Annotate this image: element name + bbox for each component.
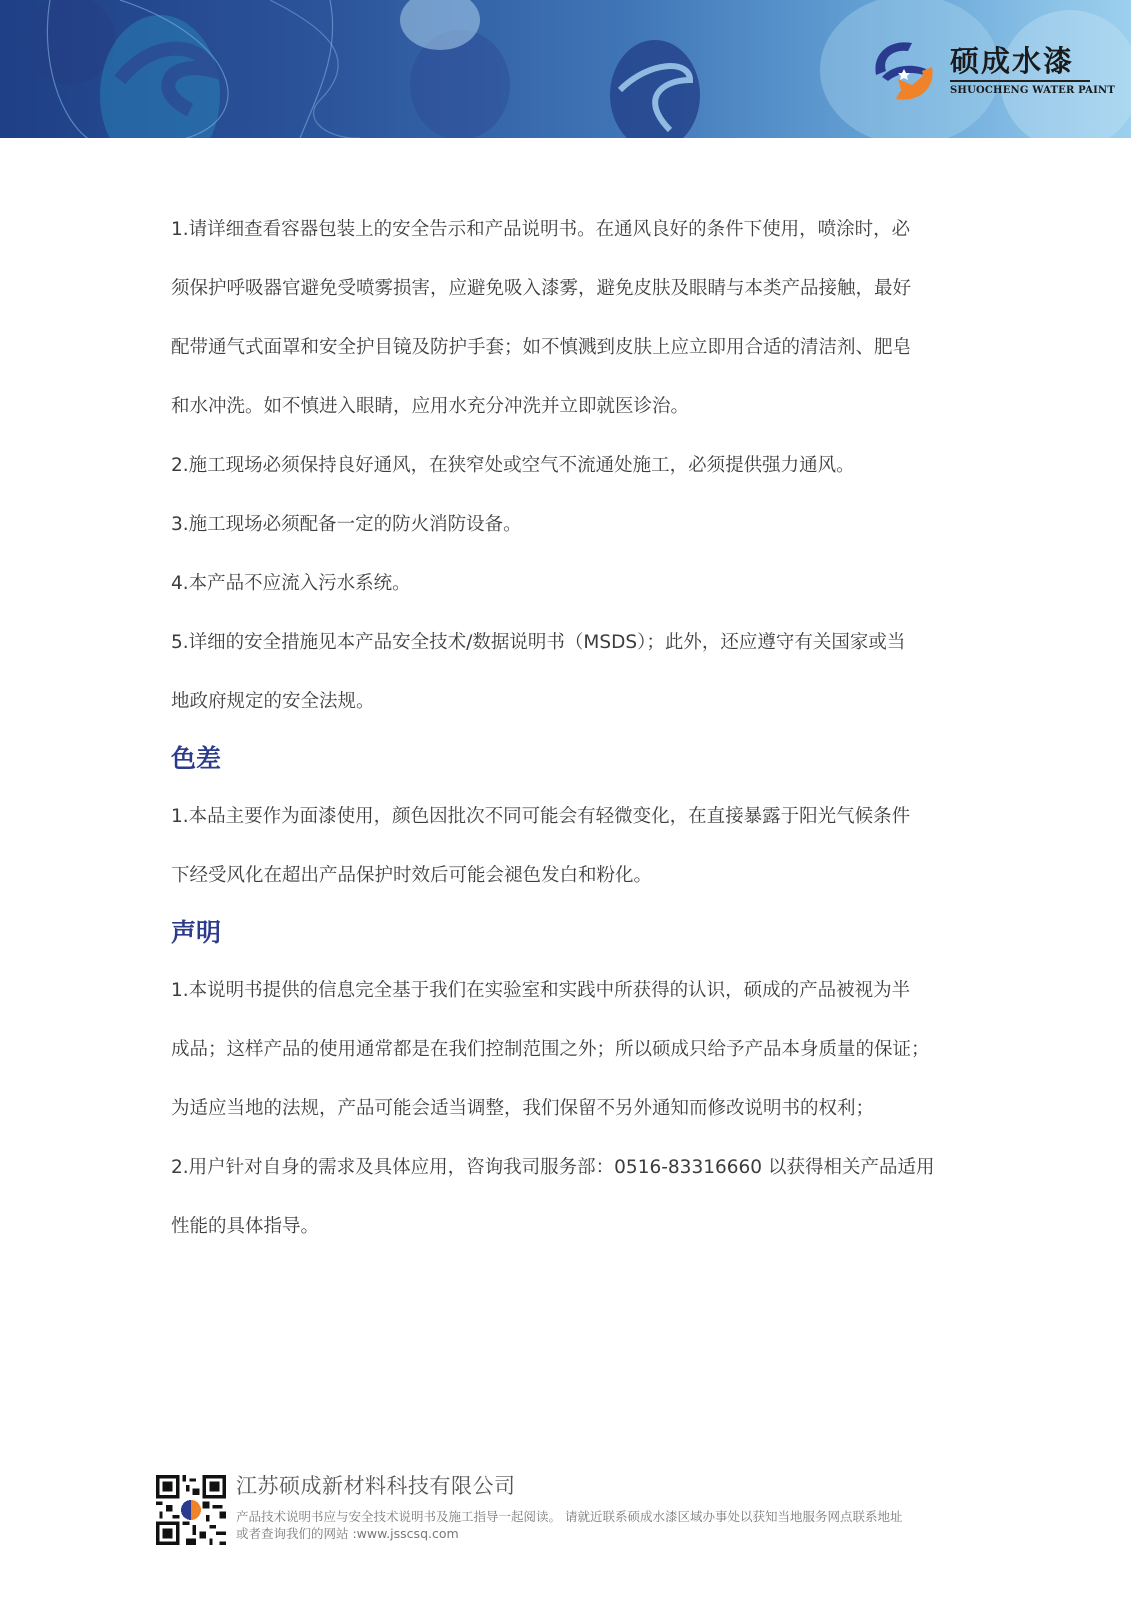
safety-item-4: 4.本产品不应流入污水系统。 [171,573,411,594]
brand-name-cn: 硕成水漆 [950,44,1075,78]
document-body [171,200,961,1256]
logo-divider [950,80,1090,82]
header-banner [0,0,1131,138]
footer-note [236,1508,902,1542]
safety-item-1: 1.请详细查看容器包装上的安全告示和产品说明书。在通风良好的条件下使用，喷涂时，必 须保护呼吸器官避免受喷雾损害，应避免吸入漆雾，避免皮肤及眼睛与本类产品接触，最好 配带通气式面罩和安全护目镜及防护手套；如不慎溅到皮肤上应立即用合适的清洁剂、肥皂 和水冲洗。如不慎进入眼睛，应用水充分冲洗并立即就医诊治。 [171,219,912,417]
statement-item-2: 2.用户针对自身的需求及具体应用，咨询我司服务部：0516-83316660 以获得相关产品适用 性能的具体指导。 [171,1157,935,1237]
safety-item-5: 5.详细的安全措施见本产品安全技术/数据说明书（MSDS）；此外，还应遵守有关国家或当 地政府规定的安全法规。 [171,632,906,712]
company-name: 江苏硕成新材料科技有限公司 [236,1474,516,1498]
safety-item-3: 3.施工现场必须配备一定的防火消防设备。 [171,514,522,535]
color-difference-item-1: 1.本品主要作为面漆使用，颜色因批次不同可能会有轻微变化，在直接暴露于阳光气候条件 下经受风化在超出产品保护时效后可能会褪色发白和粉化。 [171,806,911,886]
section-heading-statement: 声明 [171,918,222,947]
safety-item-2: 2.施工现场必须保持良好通风，在狭窄处或空气不流通处施工，必须提供强力通风。 [171,455,855,476]
brand-name-en: SHUOCHENG WATER PAINT [950,85,1115,96]
footer-website-line[interactable]: 或者查询我们的网站 :www.jsscsq.com [236,1526,459,1541]
page-footer [156,1475,986,1555]
color-difference-section [171,787,961,905]
safety-section [171,200,961,731]
statement-section [171,961,961,1256]
statement-item-1: 1.本说明书提供的信息完全基于我们在实验室和实践中所获得的认识，硕成的产品被视为半 成品；这样产品的使用通常都是在我们控制范围之外；所以硕成只给予产品本身质量的保证； 为适应当地的法规，产品可能会适当调整，我们保留不另外通知而修改说明书的权利； [171,980,930,1119]
logo-mark-icon [868,35,940,107]
brand-logo [868,35,1115,110]
section-heading-color-difference: 色差 [171,744,222,773]
qr-code-icon [156,1475,226,1545]
footer-note-line-1: 产品技术说明书应与安全技术说明书及施工指导一起阅读。 请就近联系硕成水漆区域办事处以获知当地服务网点联系地址 [236,1509,903,1524]
